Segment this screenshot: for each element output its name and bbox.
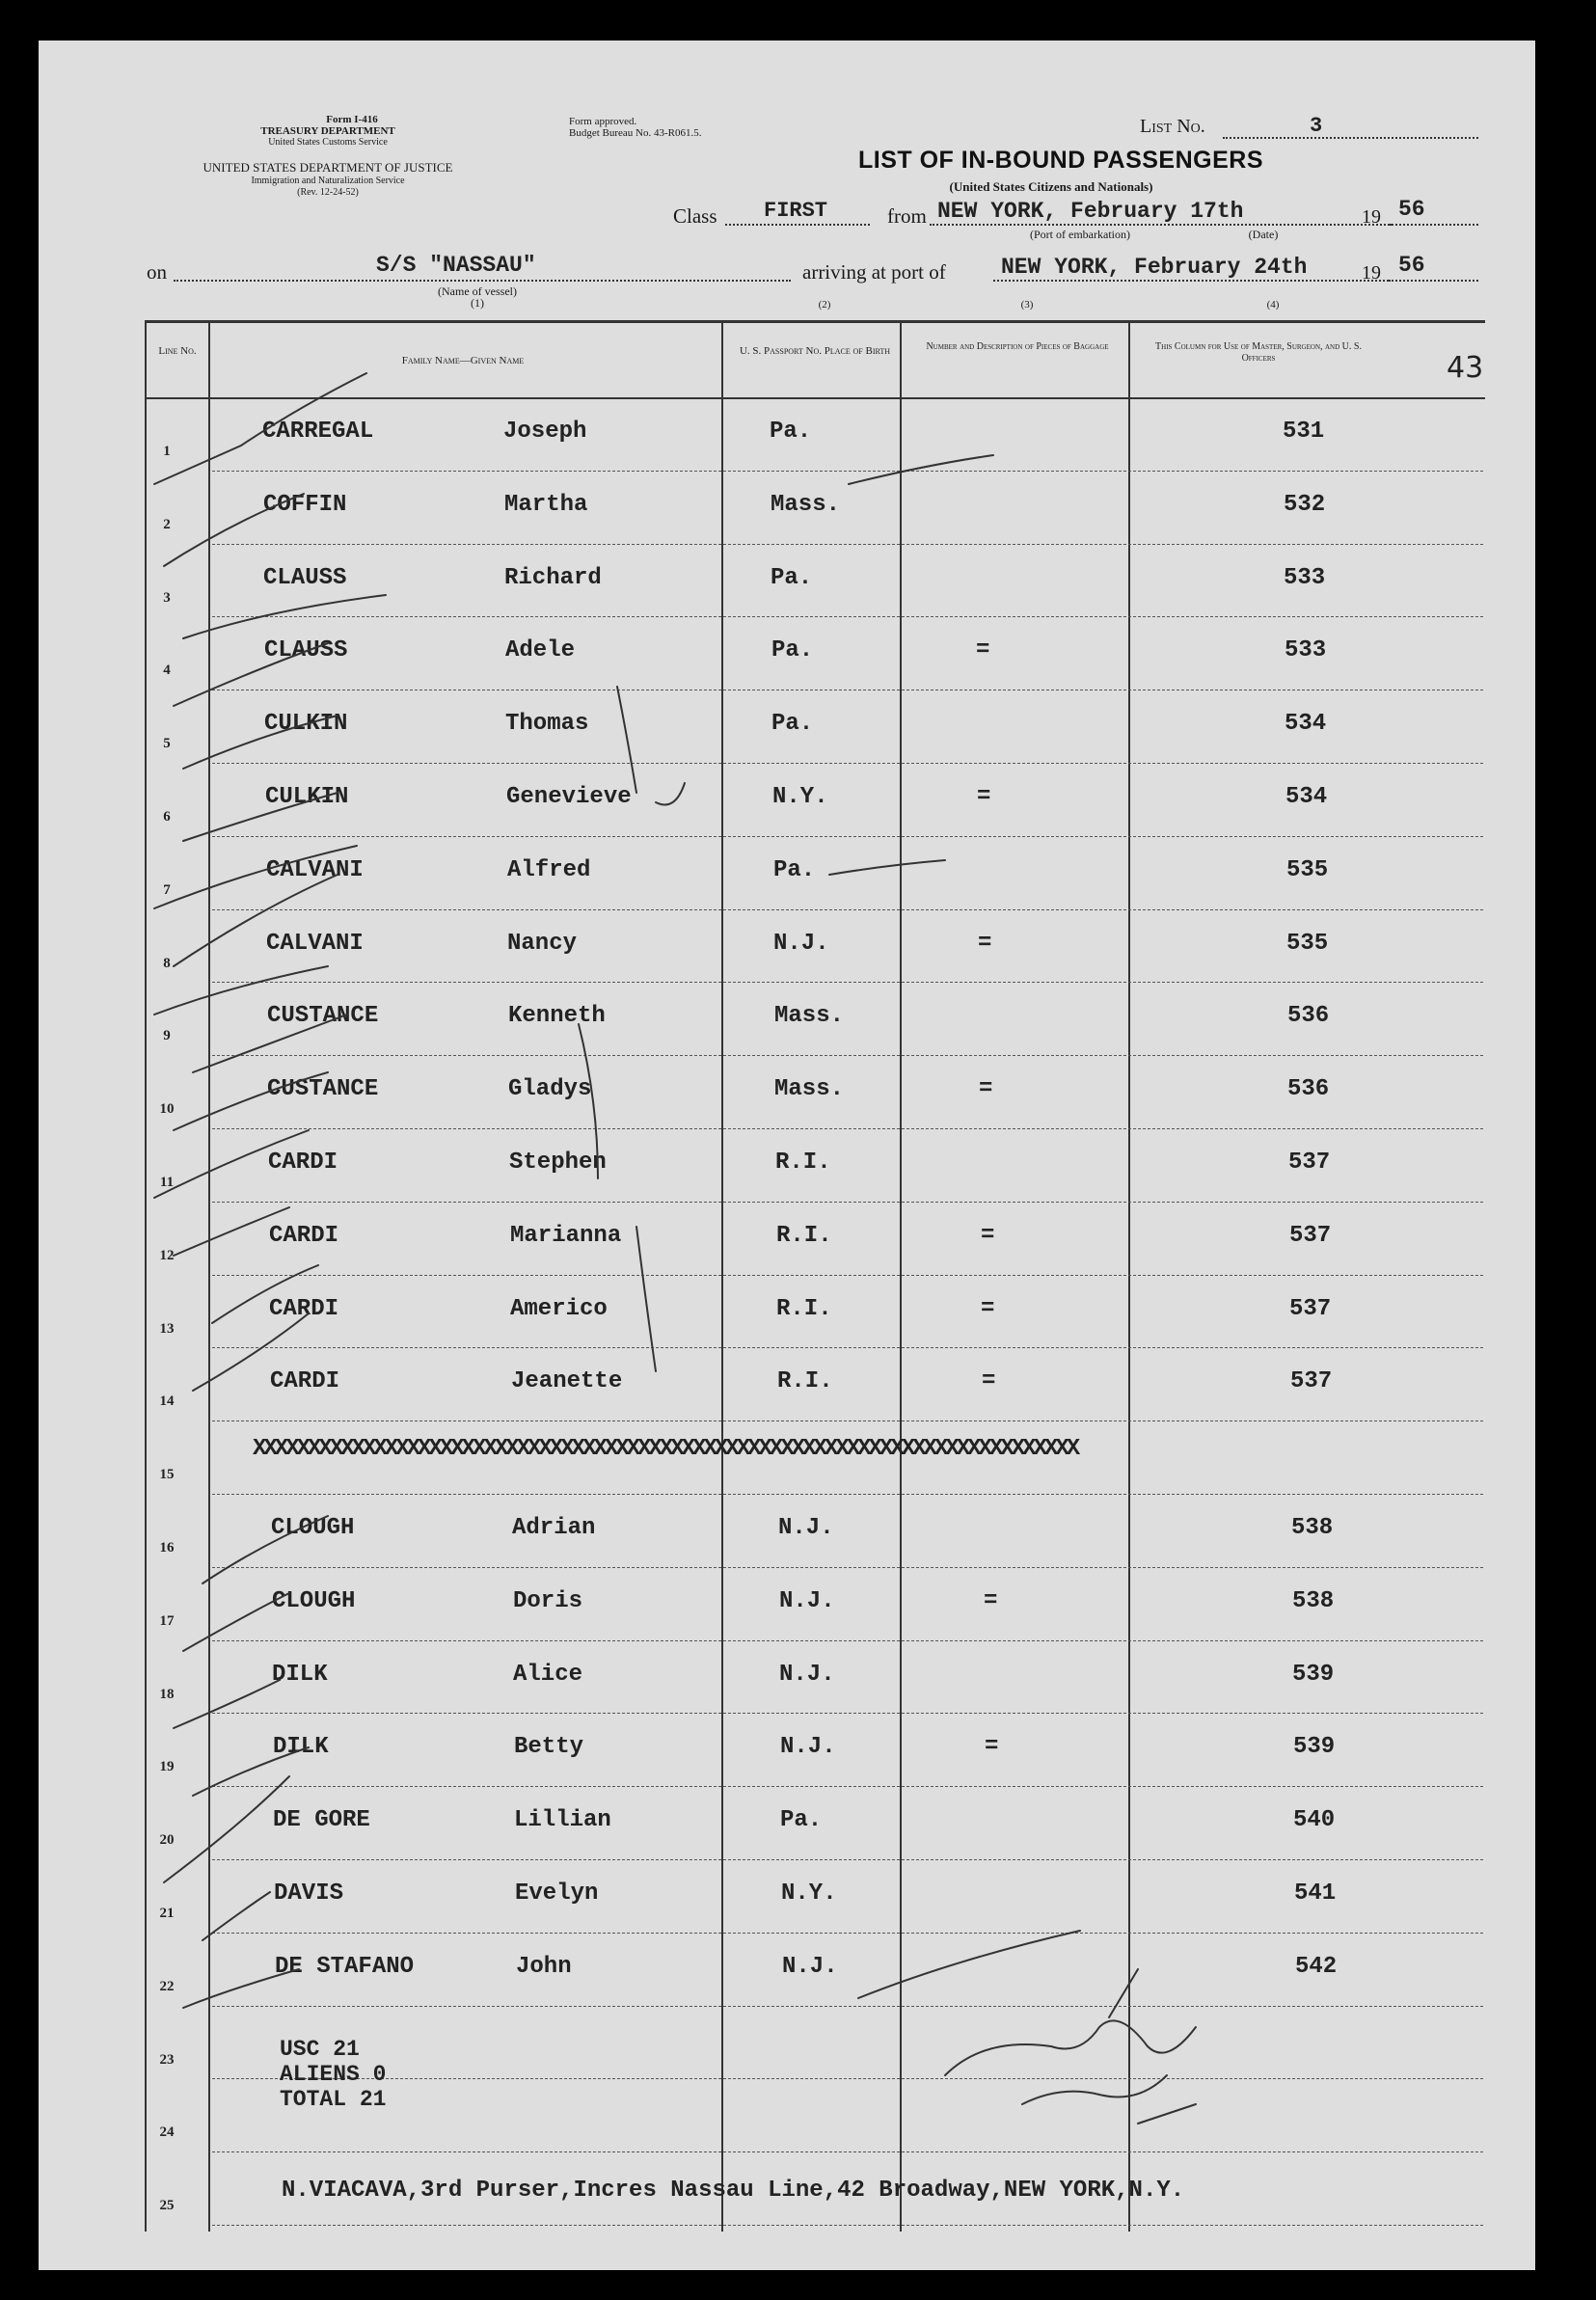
given-name: Genevieve — [506, 784, 632, 810]
place-of-birth: R.I. — [775, 1150, 831, 1176]
line-number: 15 — [159, 1467, 175, 1483]
officer-number: 535 — [1286, 930, 1329, 957]
family-name: CARDI — [269, 1222, 339, 1249]
line-number: 24 — [159, 2124, 175, 2141]
officer-number: 534 — [1285, 784, 1328, 810]
place-of-birth: N.J. — [779, 1661, 835, 1688]
family-name: DE GORE — [273, 1807, 370, 1834]
line-number: 17 — [159, 1612, 175, 1629]
arriving-label: arriving at port of — [802, 260, 946, 284]
family-name: CARDI — [268, 1150, 338, 1176]
place-of-birth: N.J. — [782, 1953, 838, 1980]
given-name: Adrian — [512, 1515, 596, 1541]
line-number: 11 — [159, 1175, 175, 1190]
line-number: 7 — [163, 881, 171, 898]
place-of-birth: Mass. — [774, 1076, 845, 1103]
place-of-birth: N.J. — [780, 1734, 836, 1761]
line-number: 9 — [163, 1028, 171, 1044]
line-number: 14 — [159, 1394, 175, 1410]
line-number: 21 — [159, 1906, 175, 1921]
family-name: CALVANI — [266, 856, 364, 883]
given-name: Richard — [504, 564, 602, 591]
col4-num: (4) — [1266, 299, 1280, 311]
from-label: from — [887, 204, 927, 228]
line-number: 20 — [159, 1832, 175, 1849]
family-name: COFFIN — [263, 491, 347, 518]
place-of-birth: Pa. — [773, 856, 816, 883]
place-of-birth: Pa. — [770, 419, 812, 445]
header-officers: This Column for Use of Master, Surgeon, and U. S. Officers — [1155, 341, 1362, 364]
place-of-birth: N.J. — [779, 1587, 835, 1614]
officer-number: 537 — [1289, 1295, 1332, 1322]
line-number: 12 — [159, 1247, 175, 1263]
baggage: = — [985, 1734, 999, 1761]
officer-number: 538 — [1291, 1515, 1334, 1541]
summary-aliens: ALIENS 0 — [280, 2062, 387, 2087]
family-name: CARREGAL — [262, 419, 374, 445]
class-label: Class — [673, 204, 717, 228]
given-name: Gladys — [508, 1076, 592, 1103]
officer-number: 539 — [1292, 1661, 1335, 1688]
family-name: CALVANI — [266, 930, 364, 957]
officer-number: 537 — [1290, 1368, 1333, 1395]
line-number: 25 — [159, 2198, 175, 2214]
family-name: CLAUSS — [263, 564, 347, 591]
officer-number: 541 — [1294, 1881, 1337, 1907]
line-number: 5 — [163, 736, 171, 752]
place-of-birth: Mass. — [771, 491, 841, 518]
place-of-birth: N.Y. — [772, 784, 828, 810]
place-of-birth: R.I. — [776, 1222, 832, 1249]
place-of-birth: N.J. — [773, 930, 829, 957]
baggage: = — [978, 930, 992, 957]
place-of-birth: Pa. — [780, 1807, 823, 1834]
family-name: DILK — [273, 1734, 329, 1761]
from-year-prefix: 19 — [1362, 206, 1381, 228]
line-number: 3 — [163, 589, 171, 606]
baggage: = — [981, 1222, 995, 1249]
line-number: 19 — [159, 1759, 175, 1775]
given-name: Doris — [513, 1587, 583, 1614]
from-value: NEW YORK, February 17th — [937, 199, 1244, 224]
line-number: 10 — [159, 1101, 175, 1118]
baggage: = — [981, 1295, 995, 1322]
baggage: = — [979, 1076, 993, 1103]
family-name: CARDI — [269, 1295, 339, 1322]
line-number: 8 — [163, 955, 171, 971]
given-name: Stephen — [509, 1150, 607, 1176]
place-of-birth: N.Y. — [781, 1881, 837, 1907]
manifest-sheet — [39, 41, 1535, 2270]
line-number: 6 — [163, 809, 171, 825]
treasury-dept: TREASURY DEPARTMENT — [260, 125, 395, 137]
officer-number: 533 — [1284, 564, 1326, 591]
line-number: 23 — [159, 2051, 175, 2068]
given-name: John — [516, 1953, 572, 1980]
family-name: CULKIN — [265, 784, 349, 810]
place-of-birth: Pa. — [771, 711, 814, 738]
struck-out-entry: XXXXXXXXXXXXXXXXXXXXXXXXXXXXXXXXXXXXXXXXXXXXXXXXXXXXXXXXXXXXXXXXXXXXXXXXXXX — [253, 1436, 1078, 1463]
place-of-birth: Pa. — [771, 637, 814, 664]
family-name: CULKIN — [264, 711, 348, 738]
family-name: CLAUSS — [264, 637, 348, 664]
family-name: CLOUGH — [271, 1515, 355, 1541]
port-embarkation-caption: (Port of embarkation) — [1030, 228, 1130, 241]
given-name: Nancy — [507, 930, 578, 957]
officer-number: 537 — [1289, 1222, 1332, 1249]
vessel-caption-num: (1) — [471, 296, 484, 310]
given-name: Betty — [514, 1734, 584, 1761]
given-name: Evelyn — [515, 1881, 599, 1907]
vessel-value: S/S "NASSAU" — [376, 253, 536, 278]
col3-num: (3) — [1020, 299, 1034, 311]
arriving-value: NEW YORK, February 24th — [1001, 255, 1308, 280]
line-number: 18 — [159, 1686, 175, 1702]
pencil-checkmarks — [39, 41, 1535, 2270]
ins-service: Immigration and Naturalization Service — [251, 176, 405, 186]
line-number: 22 — [159, 1978, 175, 1994]
officer-number: 537 — [1288, 1150, 1331, 1176]
given-name: Kenneth — [508, 1003, 606, 1030]
from-year: 56 — [1398, 197, 1425, 222]
given-name: Americo — [510, 1295, 608, 1322]
rev-date: (Rev. 12-24-52) — [297, 187, 359, 198]
class-value: FIRST — [764, 199, 828, 223]
officer-number: 532 — [1284, 491, 1326, 518]
list-no-value: 3 — [1310, 114, 1323, 138]
purser-signature-line: N.VIACAVA,3rd Purser,Incres Nassau Line,42 Broadway,NEW YORK,N.Y. — [282, 2178, 1185, 2204]
place-of-birth: R.I. — [777, 1368, 833, 1395]
place-of-birth: N.J. — [778, 1515, 834, 1541]
summary-total: TOTAL 21 — [280, 2087, 387, 2112]
page-number: 43 — [1447, 351, 1484, 385]
given-name: Adele — [505, 637, 576, 664]
header-name: Family Name—Given Name — [401, 355, 525, 366]
date-caption: (Date) — [1248, 228, 1279, 241]
line-number: 16 — [159, 1540, 175, 1556]
given-name: Thomas — [505, 711, 589, 738]
family-name: DE STAFANO — [275, 1953, 415, 1980]
header-line-no: Line No. — [158, 345, 197, 357]
budget-bureau: Budget Bureau No. 43-R061.5. — [569, 127, 702, 139]
baggage: = — [982, 1368, 996, 1395]
baggage: = — [976, 637, 990, 664]
given-name: Alice — [513, 1661, 583, 1688]
given-name: Marianna — [510, 1222, 622, 1249]
family-name: DAVIS — [274, 1881, 344, 1907]
officer-number: 533 — [1285, 637, 1327, 664]
page-subtitle: (United States Citizens and Nationals) — [949, 179, 1153, 194]
given-name: Alfred — [507, 856, 591, 883]
place-of-birth: Mass. — [774, 1003, 845, 1030]
officer-number: 534 — [1285, 711, 1327, 738]
line-number: 4 — [163, 663, 171, 679]
line-number: 2 — [163, 516, 171, 532]
given-name: Jeanette — [511, 1368, 623, 1395]
col2-num: (2) — [818, 299, 831, 311]
line-number: 13 — [159, 1320, 175, 1337]
family-name: CARDI — [270, 1368, 340, 1395]
vessel-caption: (Name of vessel) — [438, 284, 517, 298]
list-no-label: List No. — [1140, 116, 1205, 137]
given-name: Joseph — [503, 419, 587, 445]
baggage: = — [977, 784, 991, 810]
baggage: = — [984, 1587, 998, 1614]
summary-usc: USC 21 — [280, 2037, 360, 2062]
form-approved: Form approved. — [569, 116, 637, 127]
header-baggage: Number and Description of Pieces of Baggage — [926, 341, 1109, 352]
family-name: CUSTANCE — [267, 1003, 379, 1030]
line-number: 1 — [163, 444, 171, 459]
officer-number: 531 — [1283, 419, 1325, 445]
officer-number: 538 — [1292, 1587, 1335, 1614]
header-passport: U. S. Passport No. Place of Birth — [739, 345, 891, 357]
officer-number: 535 — [1286, 856, 1329, 883]
customs-service: United States Customs Service — [268, 137, 388, 148]
form-number: Form I-416 — [326, 114, 378, 125]
officer-number: 536 — [1287, 1076, 1330, 1103]
arriving-year: 56 — [1398, 253, 1425, 278]
officer-number: 540 — [1293, 1807, 1336, 1834]
justice-dept: UNITED STATES DEPARTMENT OF JUSTICE — [203, 160, 453, 175]
family-name: DILK — [272, 1661, 328, 1688]
officer-number: 539 — [1293, 1734, 1336, 1761]
arriving-year-prefix: 19 — [1362, 262, 1381, 284]
family-name: CLOUGH — [272, 1587, 356, 1614]
given-name: Lillian — [514, 1807, 611, 1834]
given-name: Martha — [504, 491, 588, 518]
place-of-birth: R.I. — [776, 1295, 832, 1322]
officer-number: 542 — [1295, 1953, 1338, 1980]
place-of-birth: Pa. — [771, 564, 813, 591]
officer-number: 536 — [1287, 1003, 1330, 1030]
page-title: LIST OF IN-BOUND PASSENGERS — [858, 147, 1264, 174]
on-label: on — [147, 260, 167, 284]
family-name: CUSTANCE — [267, 1076, 379, 1103]
